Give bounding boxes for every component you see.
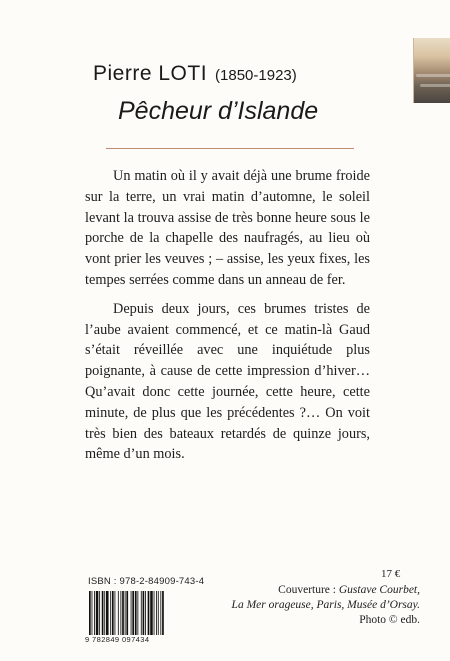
cover-painting-edge: [413, 38, 450, 103]
excerpt-paragraph: Un matin où il y avait déjà une brume froide sur la terre, un vrai matin d’automne, le soleil levant la trouva assise de très bonne heure sous le porche de la chapelle des naufragés, au lieu où vont prier les veuves ; – assise, les yeux fixes, les tempes serrées comme dans un anneau de fer.: [85, 168, 370, 288]
credits-painter: Gustave Courbet,: [338, 584, 420, 596]
barcode: [88, 591, 192, 635]
author-line: [93, 62, 413, 88]
author-name: Pierre LOTI: [93, 62, 208, 85]
cover-credits: [220, 583, 420, 628]
credits-painting: La Mer orageuse, Paris, Musée d’Orsay.: [231, 599, 420, 611]
price: 17 €: [381, 568, 401, 580]
credits-prefix: Couverture :: [278, 584, 339, 596]
credits-line-2: [220, 598, 420, 613]
barcode-digits: 9 782849 097434: [85, 635, 150, 644]
excerpt-paragraph: Depuis deux jours, ces brumes tristes de l’aube avaient commencé, et ce matin-là Gaud s’était réveillée avec une inquiétude plus poignante, à cause de cette impression d’hiver… Qu’avait donc cette journée, cette heure, cette minute, de plus que les précédentes ?… On voit très bien des bateaux retardés de quinze jours, même d’un mois.: [85, 300, 370, 463]
isbn: ISBN : 978-2-84909-743-4: [88, 576, 205, 587]
divider-rule: [106, 148, 354, 149]
credits-line-1: [220, 583, 420, 598]
credits-photo: Photo © edb.: [359, 614, 420, 626]
book-title: Pêcheur d’Islande: [118, 97, 319, 125]
author-dates: (1850-1923): [215, 67, 297, 84]
excerpt: [85, 166, 370, 473]
painting-wave: [416, 74, 450, 77]
painting-wave: [420, 84, 450, 87]
